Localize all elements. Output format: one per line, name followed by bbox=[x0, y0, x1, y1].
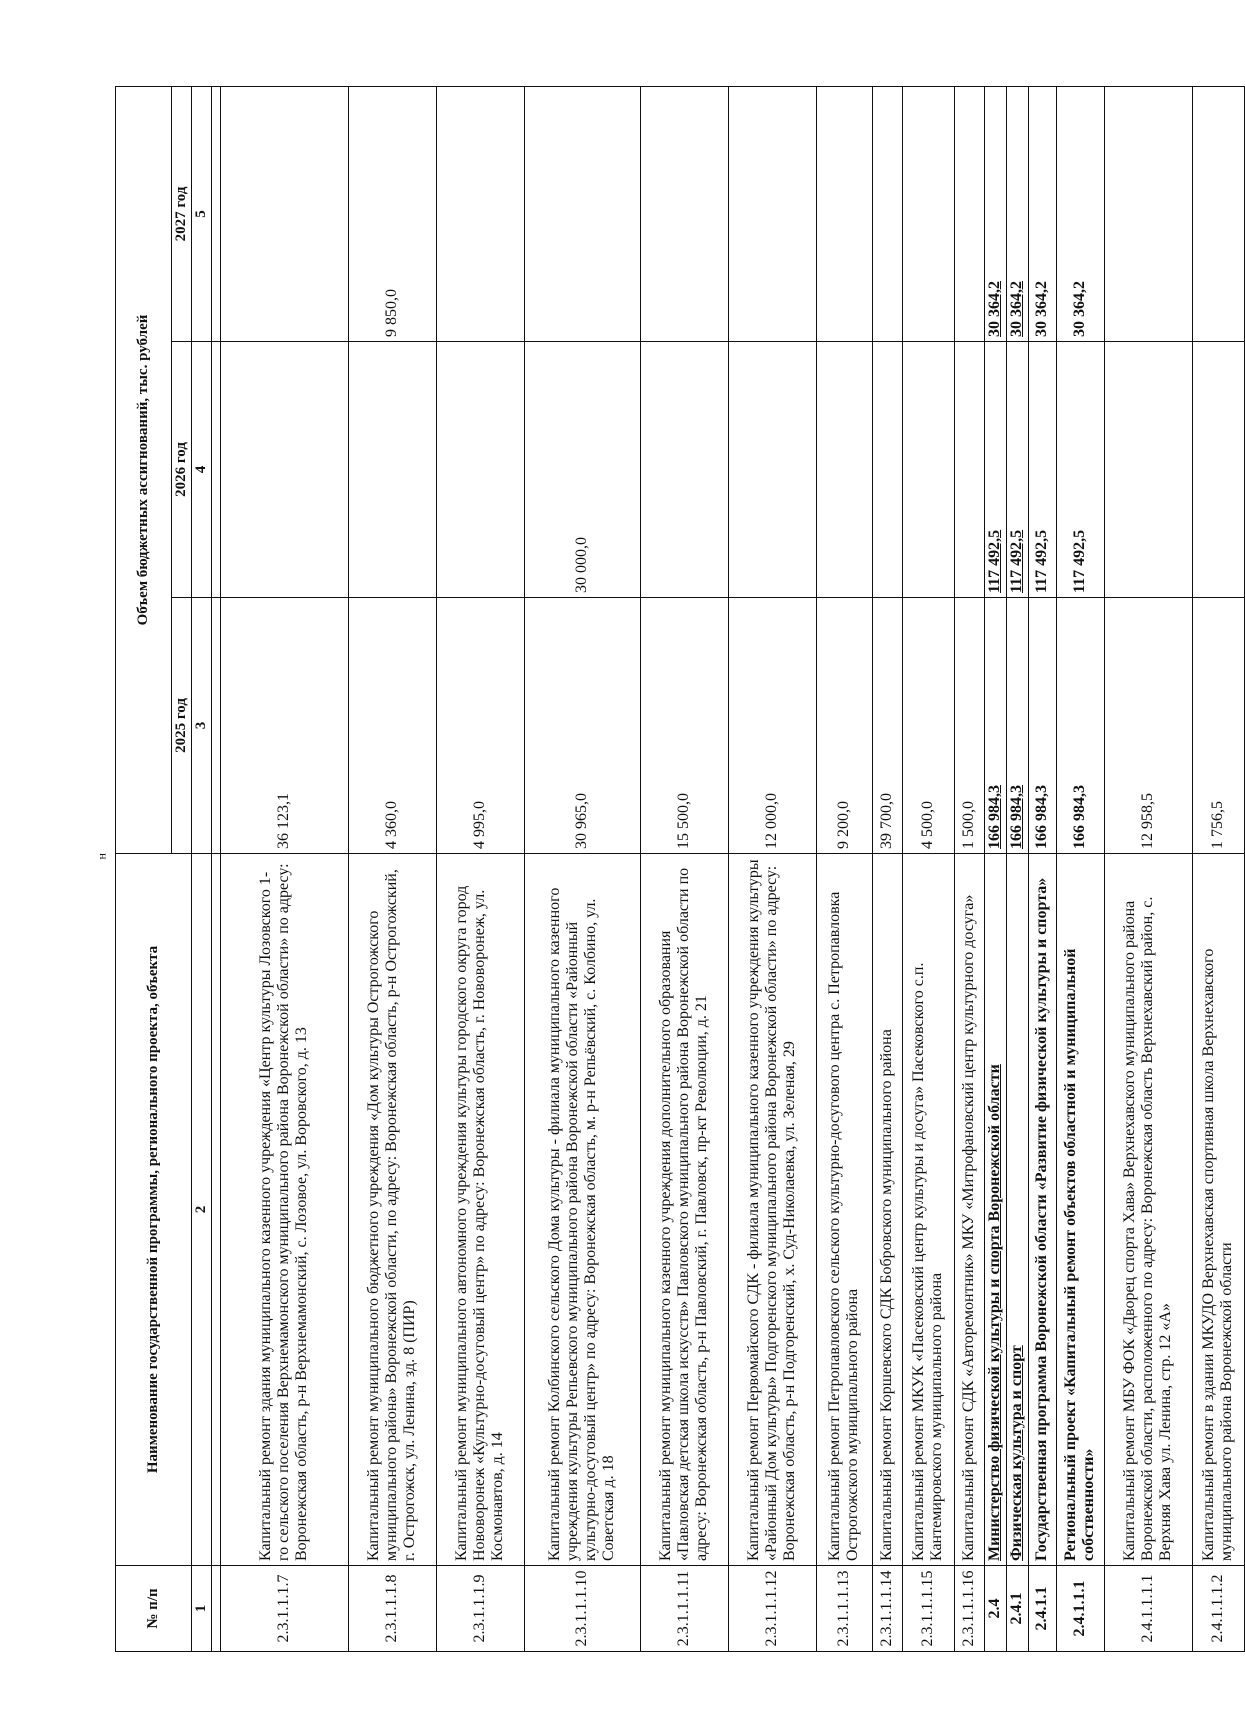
row-name: Капитальный ремонт здания муниципального казенного учреждения «Центр культуры Лозовского 1-го сельского поселения Верхнемамонского муниципального района Воронежской области» по адресу: Воронежская область, р-н Верхнемамонский, с. Лозовое, ул. Воровского, д. 13 bbox=[220, 854, 348, 1566]
row-number: 2.3.1.1.1.11 bbox=[640, 1566, 728, 1652]
row-name: Капитальный ремонт МКУК «Пасековский центр культуры и досуга» Пасековского с.п. Кантемировского муниципального района bbox=[902, 854, 954, 1566]
row-value-2025: 4 360,0 bbox=[348, 598, 436, 854]
row-number: 2.4.1.1 bbox=[1028, 1566, 1056, 1652]
row-value-2026 bbox=[1192, 342, 1244, 598]
row-value-2025: 4 500,0 bbox=[902, 598, 954, 854]
row-value-2025: 166 984,3 bbox=[984, 598, 1006, 854]
row-value-2026: 30 000,0 bbox=[524, 342, 640, 598]
row-value-2027 bbox=[524, 86, 640, 341]
table-row bbox=[1028, 86, 1056, 1651]
row-value-2027 bbox=[220, 86, 348, 341]
row-value-2027: 30 364,2 bbox=[984, 86, 1006, 341]
table-row bbox=[902, 86, 954, 1651]
row-value-2026 bbox=[872, 342, 902, 598]
row-value-2025: 1 500,0 bbox=[954, 598, 984, 854]
row-name: Физическая культура и спорт bbox=[1006, 854, 1028, 1566]
table-row bbox=[348, 86, 436, 1651]
budget-table bbox=[115, 86, 1245, 1652]
table-row bbox=[640, 86, 728, 1651]
table-row bbox=[1056, 86, 1104, 1651]
row-name: Капитальный ремонт муниципального автономного учреждения культуры городского округа город Нововоронеж «Культурно-досуговый центр» по адресу: Воронежская область, г. Нововоронеж, ул. Космонавтов, д. 14 bbox=[436, 854, 524, 1566]
row-value-2026 bbox=[348, 342, 436, 598]
table-row bbox=[436, 86, 524, 1651]
col-index: 3 bbox=[191, 598, 211, 854]
table-row bbox=[816, 86, 872, 1651]
row-value-2027: 9 850,0 bbox=[348, 86, 436, 341]
table-row bbox=[220, 86, 348, 1651]
row-value-2026 bbox=[816, 342, 872, 598]
row-value-2027 bbox=[640, 86, 728, 341]
row-value-2025: 36 123,1 bbox=[220, 598, 348, 854]
row-value-2025: 9 200,0 bbox=[816, 598, 872, 854]
row-number: 2.4.1.1.1.1 bbox=[1104, 1566, 1192, 1652]
row-value-2025: 166 984,3 bbox=[1006, 598, 1028, 854]
row-value-2027 bbox=[872, 86, 902, 341]
col-index: 4 bbox=[191, 342, 211, 598]
header-budget: Объем бюджетных ассигнований, тыс. рублей bbox=[116, 86, 172, 853]
row-value-2026 bbox=[902, 342, 954, 598]
row-value-2027 bbox=[436, 86, 524, 341]
row-value-2026 bbox=[728, 342, 816, 598]
row-value-2027: 30 364,2 bbox=[1056, 86, 1104, 341]
row-name: Капитальный ремонт муниципального казенного учреждения дополнительного образования «Павловская детская школа искусств» Павловского муниципального района Воронежской области по адресу: Воронежская область, р-н Павловский, г. Павловск, пр-кт Революции, д. 21 bbox=[640, 854, 728, 1566]
row-number: 2.3.1.1.1.7 bbox=[220, 1566, 348, 1652]
row-value-2026 bbox=[220, 342, 348, 598]
row-number: 2.4.1 bbox=[1006, 1566, 1028, 1652]
table-row bbox=[984, 86, 1006, 1651]
row-value-2025: 15 500,0 bbox=[640, 598, 728, 854]
table-row bbox=[1192, 86, 1244, 1651]
table-row bbox=[524, 86, 640, 1651]
row-value-2025: 12 000,0 bbox=[728, 598, 816, 854]
row-value-2027 bbox=[902, 86, 954, 341]
row-number: 2.3.1.1.1.9 bbox=[436, 1566, 524, 1652]
row-number: 2.3.1.1.1.13 bbox=[816, 1566, 872, 1652]
row-name: Министерство физической культуры и спорта Воронежской области bbox=[984, 854, 1006, 1566]
row-name: Капитальный ремонт Петропавловского сельского культурно-досугового центра с. Петропавловка Острогожского муниципального района bbox=[816, 854, 872, 1566]
header-year-2026: 2026 год bbox=[172, 342, 192, 598]
table-row bbox=[872, 86, 902, 1651]
row-value-2027 bbox=[954, 86, 984, 341]
row-value-2026: 117 492,5 bbox=[1056, 342, 1104, 598]
row-value-2026 bbox=[954, 342, 984, 598]
header-year-2027: 2027 год bbox=[172, 86, 192, 341]
col-index: 5 bbox=[191, 86, 211, 341]
row-value-2025: 166 984,3 bbox=[1028, 598, 1056, 854]
row-number: 2.4.1.1.1 bbox=[1056, 1566, 1104, 1652]
col-index: 1 bbox=[191, 1566, 211, 1652]
row-name: Региональный проект «Капитальный ремонт объектов областной и муниципальной собственности» bbox=[1056, 854, 1104, 1566]
row-value-2027 bbox=[1192, 86, 1244, 341]
row-value-2027 bbox=[728, 86, 816, 341]
row-value-2027: 30 364,2 bbox=[1028, 86, 1056, 341]
table-row bbox=[954, 86, 984, 1651]
row-number: 2.3.1.1.1.12 bbox=[728, 1566, 816, 1652]
row-number: 2.3.1.1.1.8 bbox=[348, 1566, 436, 1652]
table-body bbox=[220, 86, 1244, 1651]
row-value-2025: 30 965,0 bbox=[524, 598, 640, 854]
row-value-2025: 1 756,5 bbox=[1192, 598, 1244, 854]
page-marker: н bbox=[94, 853, 109, 860]
row-number: 2.4 bbox=[984, 1566, 1006, 1652]
row-value-2025: 166 984,3 bbox=[1056, 598, 1104, 854]
row-value-2026 bbox=[640, 342, 728, 598]
row-number: 2.3.1.1.1.10 bbox=[524, 1566, 640, 1652]
row-value-2025: 4 995,0 bbox=[436, 598, 524, 854]
row-number: 2.3.1.1.1.16 bbox=[954, 1566, 984, 1652]
row-name: Государственная программа Воронежской области «Развитие физической культуры и спорта» bbox=[1028, 854, 1056, 1566]
row-value-2026 bbox=[1104, 342, 1192, 598]
row-name: Капитальный ремонт МБУ ФОК «Дворец спорта Хава» Верхнехавского муниципального района Воронежской области, расположенного по адресу: Воронежская область Верхнехавский район, с. Верхняя Хава ул. Ленина, стр. 12 «А» bbox=[1104, 854, 1192, 1566]
row-name: Капитальный ремонт в здании МКУДО Верхнехавская спортивная школа Верхнехавского муниципального района Воронежской области bbox=[1192, 854, 1244, 1566]
table-row bbox=[1006, 86, 1028, 1651]
row-name: Капитальный ремонт Колбинского сельского Дома культуры - филиала муниципального казенного учреждения культуры Репьевского муниципального района Воронежской области «Районный культурно-досуговый центр» по адресу: Воронежская область, м. р-н Репьёвский, с. Колбино, ул. Советская д. 18 bbox=[524, 854, 640, 1566]
row-name: Капитальный ремонт муниципального бюджетного учреждения «Дом культуры Острогожского муниципального района» Воронежской области, по адресу: Воронежская область, р-н Острогожский, г. Острогожск, ул. Ленина, зд. 8 (ПИР) bbox=[348, 854, 436, 1566]
row-value-2025: 12 958,5 bbox=[1104, 598, 1192, 854]
row-value-2026 bbox=[436, 342, 524, 598]
table-row bbox=[728, 86, 816, 1651]
table-row bbox=[1104, 86, 1192, 1651]
col-index: 2 bbox=[191, 854, 211, 1566]
row-value-2027 bbox=[816, 86, 872, 341]
row-value-2026: 117 492,5 bbox=[1028, 342, 1056, 598]
row-value-2026: 117 492,5 bbox=[1006, 342, 1028, 598]
header-number: № п/п bbox=[116, 1566, 192, 1652]
header-name: Наименование государственной программы, регионального проекта, объекта bbox=[116, 854, 192, 1566]
header-year-2025: 2025 год bbox=[172, 598, 192, 854]
row-name: Капитальный ремонт Коршевского СДК Бобровского муниципального района bbox=[872, 854, 902, 1566]
row-number: 2.3.1.1.1.14 bbox=[872, 1566, 902, 1652]
row-name: Капитальный ремонт СДК «Авторемонтник» МКУ «Митрофановский центр культурного досуга» bbox=[954, 854, 984, 1566]
row-number: 2.3.1.1.1.15 bbox=[902, 1566, 954, 1652]
row-number: 2.4.1.1.1.2 bbox=[1192, 1566, 1244, 1652]
row-value-2027 bbox=[1104, 86, 1192, 341]
row-value-2025: 39 700,0 bbox=[872, 598, 902, 854]
row-value-2027: 30 364,2 bbox=[1006, 86, 1028, 341]
row-name: Капитальный ремонт Первомайского СДК - филиала муниципального казенного учреждения культуры «Районный Дом культуры» Подгоренского муниципального района Воронежской области» по адресу: Воронежская область, р-н Подгоренский, х. Суд-Николаевка, ул. Зеленая, 29 bbox=[728, 854, 816, 1566]
row-value-2026: 117 492,5 bbox=[984, 342, 1006, 598]
rotated-page bbox=[115, 87, 1236, 1652]
